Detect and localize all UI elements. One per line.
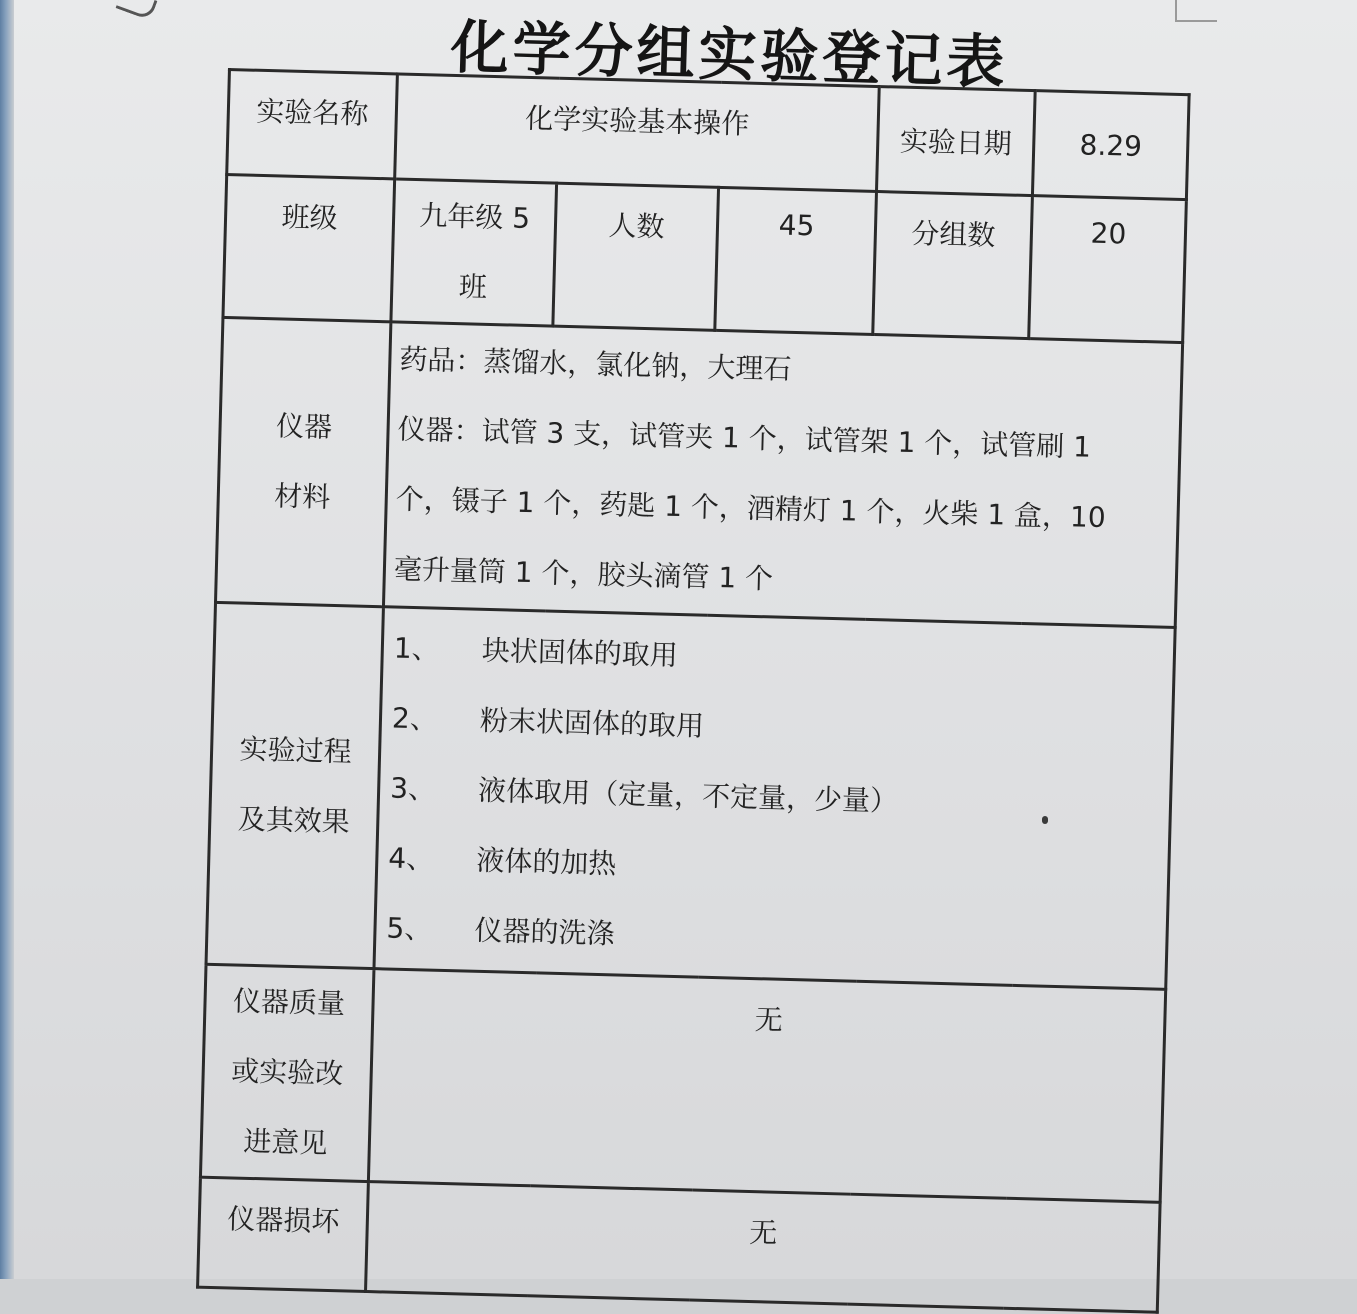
row-materials xyxy=(216,317,1183,627)
class-value-line1: 九年级 5 xyxy=(418,199,531,235)
materials-line: 仪器：试管 3 支，试管夹 1 个，试管架 1 个，试管刷 1 xyxy=(397,412,1092,464)
experiment-date-label: 实验日期 xyxy=(877,87,1036,196)
experiment-name-label: 实验名称 xyxy=(227,70,398,179)
materials-content xyxy=(383,322,1182,628)
materials-label-line2: 材料 xyxy=(273,479,331,514)
class-label: 班级 xyxy=(223,175,395,322)
paper-smudge xyxy=(1042,816,1048,824)
experiment-date-value: 8.29 xyxy=(1032,91,1189,200)
step-number: 5、 xyxy=(386,910,433,946)
step-number: 3、 xyxy=(389,770,437,806)
process-label xyxy=(206,602,383,968)
step-text: 粉末状固体的取用 xyxy=(479,703,705,743)
step-number: 2、 xyxy=(391,701,439,736)
materials-line: 毫升量筒 1 个，胶头滴管 1 个 xyxy=(393,552,774,596)
group-count-value: 20 xyxy=(1029,196,1187,343)
process-steps xyxy=(374,607,1175,990)
monitor-bezel xyxy=(0,0,14,1279)
process-label-line1: 实验过程 xyxy=(239,732,353,768)
step-number: 4、 xyxy=(387,840,435,876)
feedback-value: 无 xyxy=(368,969,1165,1203)
materials-label-line1: 仪器 xyxy=(275,409,333,444)
row-process xyxy=(206,602,1175,989)
step-text: 块状固体的取用 xyxy=(481,633,679,672)
feedback-label-line2: 或实验改 xyxy=(230,1054,344,1091)
document-title: 化学分组实验登记表 xyxy=(449,12,1010,97)
materials-label xyxy=(216,317,391,606)
row-feedback xyxy=(200,964,1165,1202)
feedback-label xyxy=(200,964,374,1181)
step-text: 仪器的洗涤 xyxy=(474,913,615,950)
feedback-label-line1: 仪器质量 xyxy=(232,984,346,1021)
registration-table xyxy=(196,68,1191,1314)
class-value xyxy=(391,179,557,326)
page-corner-mark xyxy=(1175,0,1217,22)
process-label-line2: 及其效果 xyxy=(237,802,351,838)
class-value-line2: 班 xyxy=(458,270,488,304)
group-count-label: 分组数 xyxy=(873,192,1033,339)
student-count-label: 人数 xyxy=(553,183,719,330)
row-class-info xyxy=(223,175,1186,343)
damage-label: 仪器损坏 xyxy=(198,1177,369,1291)
materials-line: 个，镊子 1 个，药匙 1 个，酒精灯 1 个，火柴 1 盒，10 xyxy=(395,482,1107,535)
experiment-name-value: 化学实验基本操作 xyxy=(395,74,880,192)
step-number: 1、 xyxy=(393,631,441,666)
step-text: 液体取用（定量，不定量，少量） xyxy=(477,773,899,818)
materials-line: 药品：蒸馏水，氯化钠，大理石 xyxy=(399,342,792,386)
registration-form xyxy=(196,68,1188,1314)
feedback-label-line3: 进意见 xyxy=(242,1124,328,1160)
damage-value: 无 xyxy=(366,1182,1161,1313)
student-count-value: 45 xyxy=(715,187,877,334)
step-text: 液体的加热 xyxy=(475,843,617,880)
